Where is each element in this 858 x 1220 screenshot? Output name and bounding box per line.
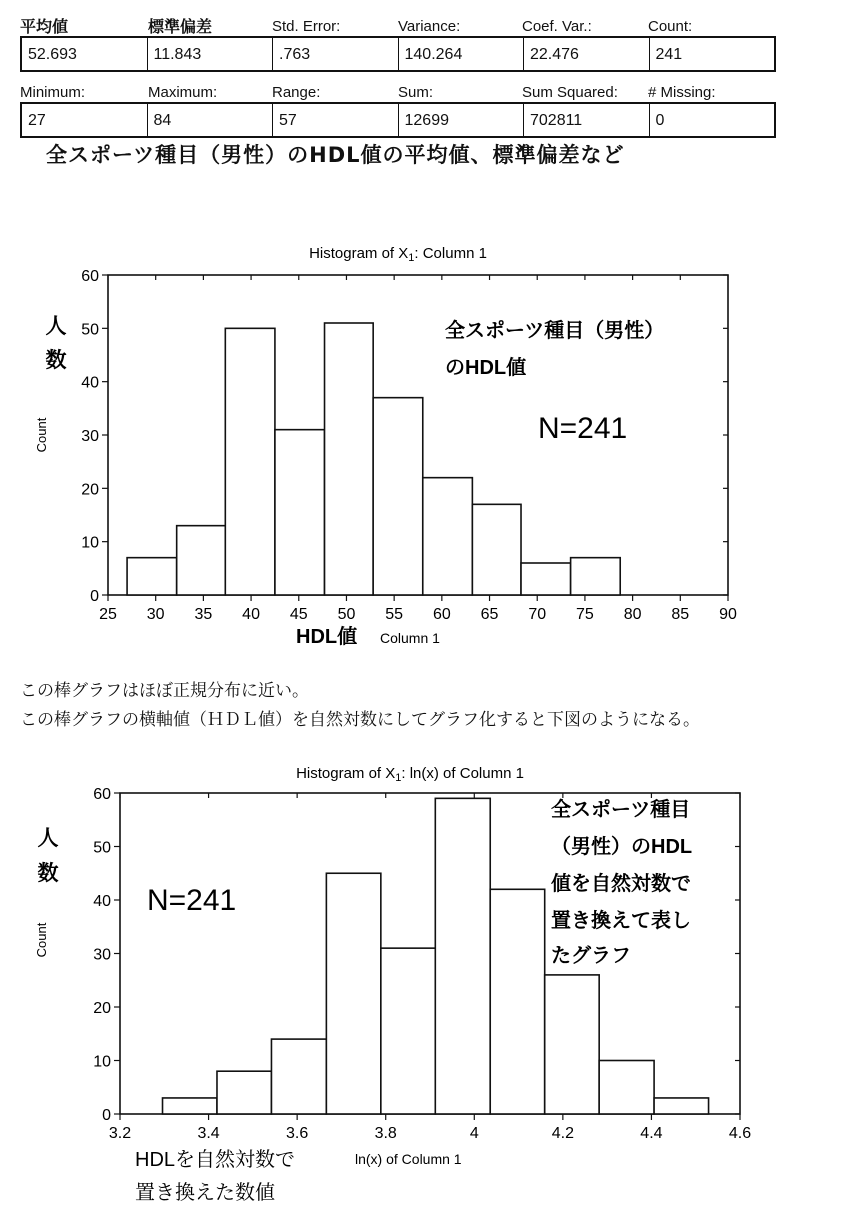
histogram-bar: [177, 526, 226, 595]
stat-value: 241: [655, 46, 683, 63]
y-tick-label: 0: [90, 588, 99, 605]
stat-value: .763: [273, 38, 399, 70]
histogram-hdl: [0, 230, 858, 660]
y-tick-label: 50: [93, 839, 111, 857]
histogram-ln-hdl: [0, 750, 858, 1210]
stat-label: Sum:: [398, 84, 434, 101]
histogram-bar: [545, 975, 599, 1114]
stat-label: Range:: [272, 84, 321, 101]
x-tick-label: 4.4: [640, 1125, 663, 1142]
histogram-bar: [275, 430, 325, 595]
x-tick-label: 4.2: [551, 1125, 574, 1142]
x-axis-label: ln(x) of Column 1: [355, 1151, 462, 1167]
stat-label: Maximum:: [148, 84, 218, 101]
y-tick-label: 0: [102, 1107, 111, 1124]
stat-value: 12699: [399, 104, 525, 136]
y-tick-label: 10: [81, 534, 99, 552]
histogram-bar: [599, 1061, 654, 1115]
chart-title: Histogram of $X_1$: ln(x) of Column 1: [296, 765, 524, 784]
histogram-bar: [225, 328, 275, 595]
histogram-bar: [373, 398, 423, 595]
stat-label: Variance:: [398, 18, 461, 35]
note-2: この棒グラフの横軸値（ＨＤＬ値）を自然対数にしてグラフ化すると下図のようになる。: [20, 710, 700, 730]
stat-value: 702811: [524, 104, 650, 136]
x-tick-label: 65: [480, 606, 499, 623]
stat-label: Count:: [648, 18, 693, 35]
stat-label: # Missing:: [648, 84, 716, 101]
x-tick-label: 85: [671, 606, 690, 623]
histogram-bar: [435, 798, 490, 1114]
y-tick-label: 20: [81, 481, 99, 499]
x-tick-label: 90: [719, 606, 737, 623]
x-tick-label: 70: [528, 606, 547, 623]
histogram-bar: [127, 558, 177, 595]
x-tick-label: 50: [337, 606, 356, 623]
stat-value: 22.476: [524, 38, 650, 70]
stats-values-row-1: [20, 36, 776, 72]
x-tick-label: 35: [194, 606, 213, 623]
annotation-sample-size: N=241: [538, 412, 628, 445]
x-tick-label: 75: [576, 606, 594, 623]
x-tick-label: 80: [623, 606, 642, 623]
stat-value: 57: [273, 104, 399, 136]
histogram-bar: [326, 873, 380, 1114]
x-tick-label: 45: [289, 606, 308, 623]
y-tick-label: 30: [93, 946, 111, 964]
x-tick-label: 3.6: [286, 1125, 309, 1142]
y-axis-label: Count: [34, 922, 49, 958]
histogram-bar: [423, 478, 473, 595]
histogram-bar: [163, 1098, 217, 1114]
annotation-sample-size: N=241: [147, 884, 237, 917]
histogram-bar: [490, 889, 544, 1114]
histogram-bar: [472, 504, 521, 595]
annotation-description: 全スポーツ種目（男性）: [445, 320, 665, 342]
chart-title: Histogram of $X_1$: Column 1: [309, 245, 487, 264]
stat-value: 0: [655, 112, 665, 129]
y-axis-label: Count: [34, 417, 49, 453]
x-tick-label: 3.4: [197, 1125, 220, 1142]
stat-value: 140.264: [399, 38, 525, 70]
annotation-description: 値を自然対数で: [551, 873, 691, 895]
x-tick-label: 4.6: [728, 1125, 752, 1142]
stats-labels-row-2: [20, 80, 776, 102]
annotation-description: （男性）のHDL: [551, 836, 693, 858]
x-axis-label-jp: 置き換えた数値: [135, 1182, 275, 1204]
stat-label: Std. Error:: [272, 18, 341, 35]
stat-value: 84: [148, 104, 274, 136]
x-tick-label: 60: [432, 606, 451, 623]
y-tick-label: 20: [93, 1000, 111, 1017]
x-tick-label: 25: [99, 606, 117, 623]
stat-label: Coef. Var.:: [522, 18, 592, 35]
annotation-description: たグラフ: [551, 945, 631, 967]
annotation-description: 全スポーツ種目: [551, 799, 691, 821]
stats-values-row-2: [20, 102, 776, 138]
histogram-bar: [521, 563, 571, 595]
y-tick-label: 40: [81, 374, 99, 392]
y-tick-label: 50: [81, 321, 99, 339]
histogram-bar: [217, 1071, 271, 1114]
histogram-bar: [325, 323, 374, 595]
stat-label: Sum Squared:: [522, 84, 618, 101]
x-tick-label: 40: [242, 606, 260, 623]
y-tick-label: 60: [81, 268, 99, 285]
stats-labels-row-1: [20, 14, 776, 36]
histogram-bar: [654, 1098, 708, 1114]
y-tick-label: 40: [93, 893, 111, 910]
stat-value: 11.843: [148, 38, 274, 70]
stat-value: 52.693: [22, 38, 148, 70]
histogram-bar: [271, 1039, 326, 1114]
x-tick-label: 55: [385, 606, 404, 623]
stat-label: 標準偏差: [148, 17, 213, 36]
y-tick-label: 10: [93, 1053, 111, 1071]
histogram-bar: [381, 948, 435, 1114]
x-tick-label: 3.8: [374, 1125, 397, 1142]
x-axis-label-jp: HDLを自然対数で: [135, 1149, 296, 1171]
statistics-table: [20, 14, 776, 138]
y-axis-label-jp: 数: [45, 349, 67, 372]
x-axis-label-jp: HDL値: [296, 626, 358, 648]
y-axis-label-jp: 人: [45, 315, 67, 338]
y-tick-label: 30: [81, 428, 99, 445]
annotation-description: のHDL値: [445, 357, 527, 379]
stats-caption: 全スポーツ種目（男性）のHDL値の平均値、標準偏差など: [46, 143, 625, 167]
stat-label: 平均値: [20, 17, 69, 36]
x-tick-label: 3.2: [108, 1125, 132, 1142]
histogram-bar: [571, 558, 621, 595]
stat-label: Minimum:: [20, 84, 86, 101]
y-axis-label-jp: 人: [37, 827, 59, 850]
stat-value: 27: [22, 104, 148, 136]
x-axis-label: Column 1: [380, 630, 440, 646]
annotation-description: 置き換えて表し: [551, 910, 691, 932]
x-tick-label: 30: [146, 606, 165, 623]
y-tick-label: 60: [93, 786, 111, 803]
note-1: この棒グラフはほぼ正規分布に近い。: [20, 681, 309, 701]
y-axis-label-jp: 数: [37, 862, 59, 885]
x-tick-label: 4: [469, 1125, 479, 1142]
